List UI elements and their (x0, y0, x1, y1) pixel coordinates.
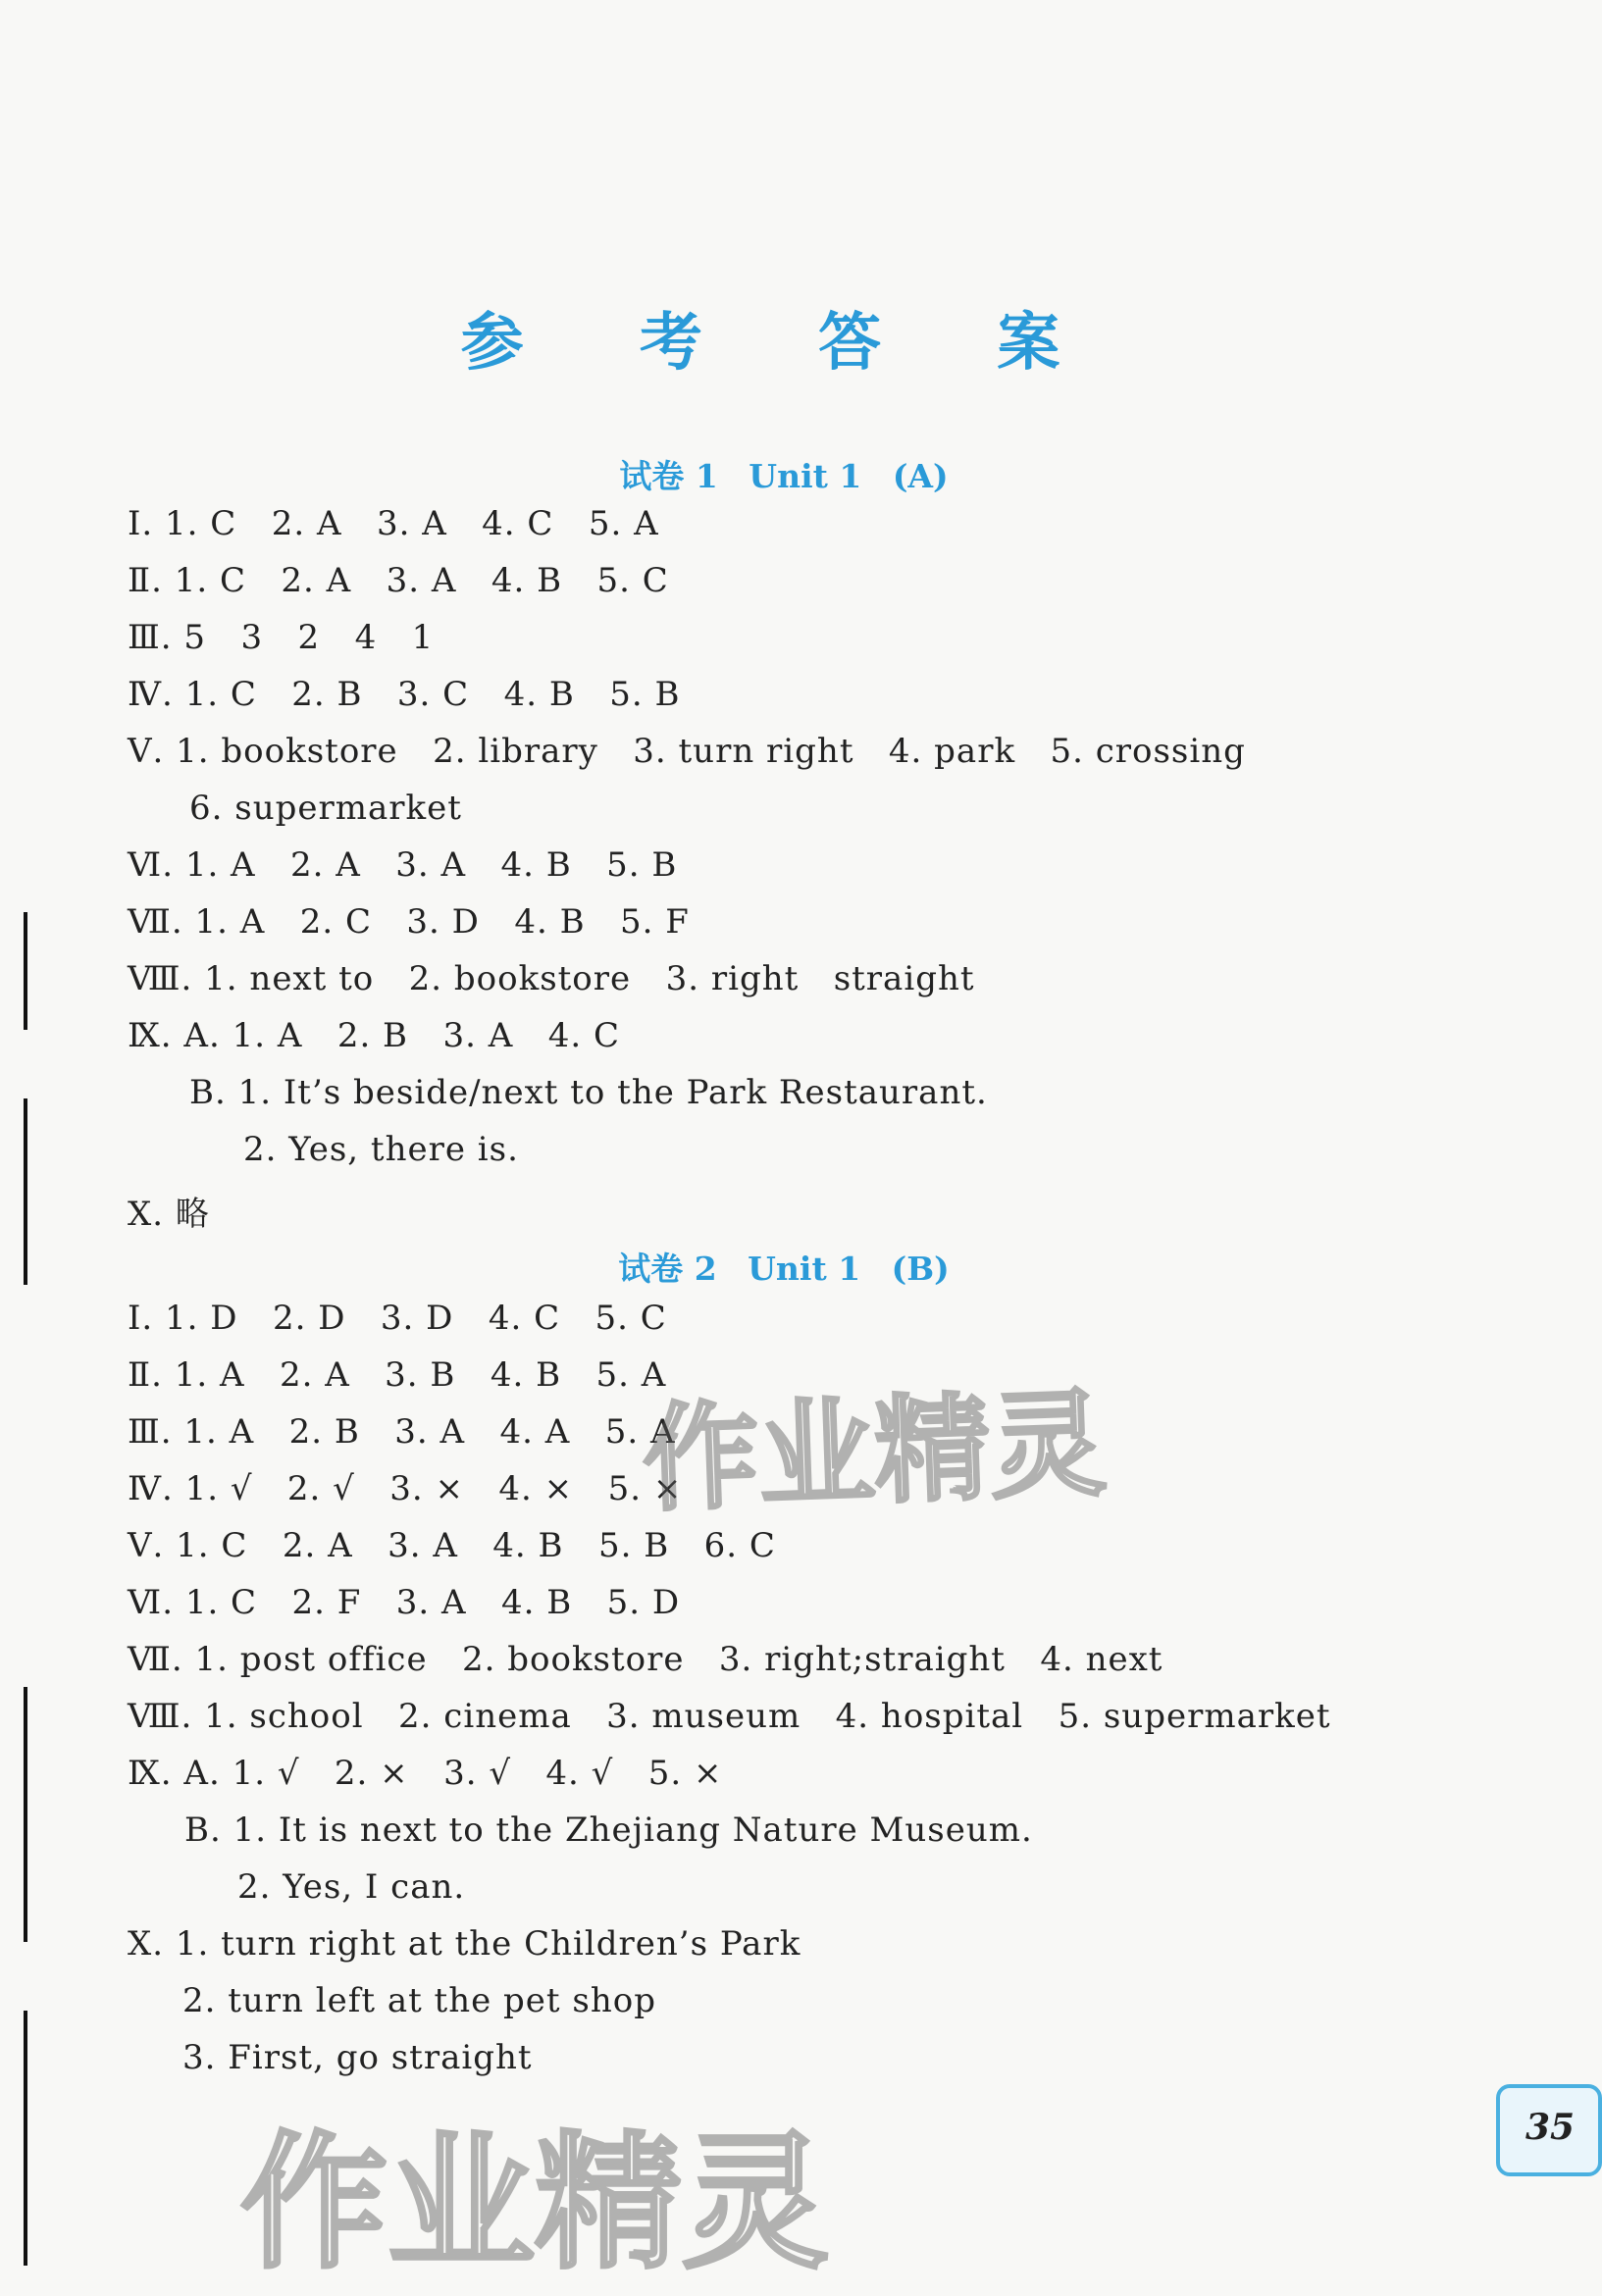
answer-line: Ⅵ. 1. C 2. F 3. A 4. B 5. D (128, 1583, 681, 1622)
answer-line: 6. supermarket (189, 789, 462, 828)
answer-line: Ⅹ. 1. turn right at the Children’s Park (128, 1924, 801, 1964)
answer-line: Ⅲ. 1. A 2. B 3. A 4. A 5. A (128, 1412, 676, 1452)
answer-line: Ⅷ. 1. school 2. cinema 3. museum 4. hospital 5. supermarket (128, 1697, 1331, 1736)
answer-line: Ⅹ. 略 (128, 1195, 210, 1234)
watermark-logo: 作业精灵 (641, 1375, 1109, 1528)
answer-line: Ⅶ. 1. post office 2. bookstore 3. right;straight 4. next (128, 1640, 1163, 1679)
section-unit: Unit 1 (748, 1250, 861, 1288)
answer-line: B. 1. It’s beside/next to the Park Restaurant. (189, 1073, 988, 1112)
answer-line: Ⅳ. 1. √ 2. √ 3. × 4. × 5. × (128, 1469, 683, 1508)
answer-line: 2. Yes, I can. (237, 1867, 466, 1907)
answer-line: Ⅵ. 1. A 2. A 3. A 4. B 5. B (128, 845, 678, 885)
watermark-logo: 作业精灵 (240, 2118, 830, 2289)
scan-edge (24, 912, 27, 1030)
page-number: 35 (1525, 2107, 1576, 2148)
answer-line: B. 1. It is next to the Zhejiang Nature Museum. (184, 1811, 1033, 1850)
answer-line: Ⅱ. 1. C 2. A 3. A 4. B 5. C (128, 561, 669, 600)
answer-line: Ⅶ. 1. A 2. C 3. D 4. B 5. F (128, 902, 690, 942)
answer-line: Ⅲ. 5 3 2 4 1 (128, 618, 435, 657)
answer-line: Ⅷ. 1. next to 2. bookstore 3. right straight (128, 959, 975, 998)
scan-edge (24, 1687, 27, 1942)
section-paper: 试卷 2 (618, 1250, 717, 1288)
section-heading-2 (0, 1244, 1568, 1290)
answer-line: Ⅳ. 1. C 2. B 3. C 4. B 5. B (128, 675, 681, 714)
page-title: 参 考 答 案 (460, 307, 1108, 380)
answer-line: 2. Yes, there is. (243, 1130, 519, 1169)
answer-line: Ⅰ. 1. D 2. D 3. D 4. C 5. C (128, 1299, 667, 1338)
section-heading-1 (0, 451, 1568, 497)
section-part: (B) (891, 1250, 950, 1288)
section-part: (A) (892, 457, 949, 495)
answer-line: Ⅰ. 1. C 2. A 3. A 4. C 5. A (128, 504, 659, 543)
section-paper: 试卷 1 (619, 457, 718, 495)
answer-line: Ⅱ. 1. A 2. A 3. B 4. B 5. A (128, 1355, 667, 1395)
answer-line: 3. First, go straight (182, 2038, 533, 2077)
scan-edge (24, 1098, 27, 1285)
section-unit: Unit 1 (749, 457, 862, 495)
answer-line: Ⅴ. 1. bookstore 2. library 3. turn right 4. park 5. crossing (128, 732, 1246, 771)
answer-line: 2. turn left at the pet shop (182, 1981, 656, 2020)
answer-line: Ⅴ. 1. C 2. A 3. A 4. B 5. B 6. C (128, 1526, 776, 1565)
answer-line: Ⅸ. A. 1. √ 2. × 3. √ 4. √ 5. × (128, 1754, 723, 1793)
scan-edge (24, 2011, 27, 2266)
answer-line: Ⅸ. A. 1. A 2. B 3. A 4. C (128, 1016, 620, 1055)
